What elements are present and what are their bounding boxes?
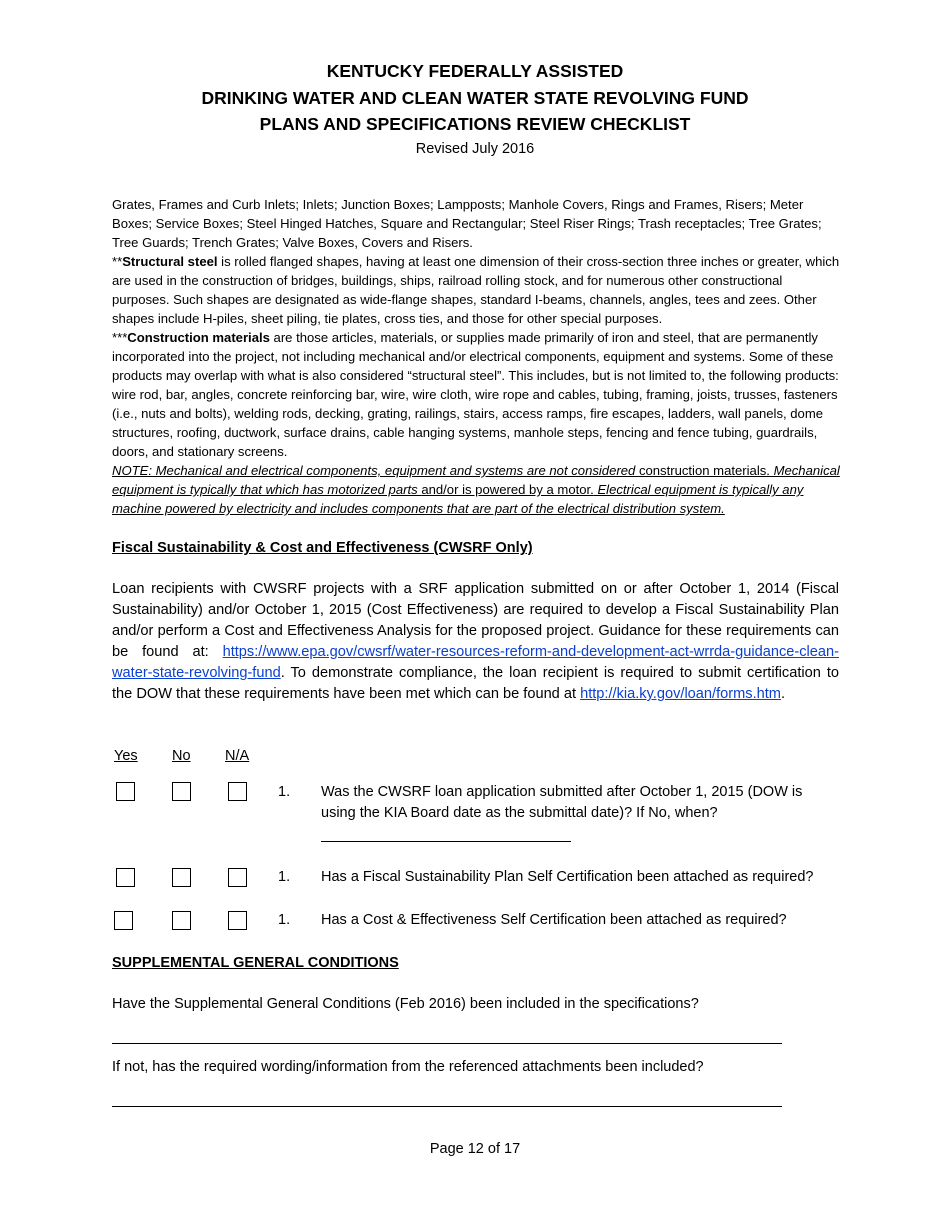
note-text: NOTE: Mechanical and electrical components, equipment and systems are not considered [112,463,639,478]
note-text: Mechanical equipment is typically that which has motorized parts [112,463,840,497]
question-number: 1. [278,869,291,885]
supplemental-question-2: If not, has the required wording/information from the referenced attachments been included? [112,1059,704,1075]
q2-yes-checkbox[interactable] [116,868,135,887]
page-number: Page 12 of 17 [429,1141,521,1157]
fiscal-section-heading: Fiscal Sustainability & Cost and Effectiveness (CWSRF Only) [112,540,533,556]
footnote-marker: ** [112,254,123,269]
footnote-marker: *** [112,330,128,345]
q3-na-checkbox[interactable] [228,911,247,930]
note-text: construction materials. [638,463,770,478]
column-header-na: N/A [225,748,250,764]
supplemental-answer-line-1[interactable] [112,1043,782,1044]
question-number: 1. [278,784,291,800]
paragraph-text: Loan recipients with CWSRF projects with a SRF application submitted on or after October 1, 2014 (Fiscal Sustainability) and/or October 1, 2015 (Cost Effectiveness) are required to develop a Fiscal Sustainability Plan and/or perform a Cost and Effectiveness Analysis for the proposed project. Guidance for these requirements can be found at: [112,581,839,660]
note-text: and/or is powered by a motor. [421,482,594,497]
paragraph-text: . [780,686,786,702]
header-title-line-3: PLANS AND SPECIFICATIONS REVIEW CHECKLIST [259,114,691,134]
revision-date: Revised July 2016 [415,140,535,157]
when-answer-line[interactable] [321,841,571,842]
q1-no-checkbox[interactable] [172,782,191,801]
header-title-line-2: DRINKING WATER AND CLEAN WATER STATE REVOLVING FUND [201,87,749,108]
q3-no-checkbox[interactable] [172,911,191,930]
kia-forms-link[interactable]: http://kia.ky.gov/loan/forms.htm [580,686,781,702]
epa-guidance-link[interactable]: https://www.epa.gov/cwsrf/water-resources-reform-and-development-act-wrrda-guidance-clean-water-state-revolving-fund [112,644,839,681]
note-text: Electrical equipment is typically any machine powered by electricity and includes components that are part of the electrical distribution system. [112,482,804,516]
header-title-line-1: KENTUCKY FEDERALLY ASSISTED [326,61,624,81]
q2-na-checkbox[interactable] [228,868,247,887]
supplemental-answer-line-2[interactable] [112,1106,782,1107]
products-list: Grates, Frames and Curb Inlets; Inlets; Junction Boxes; Lampposts; Manhole Covers, Rings and Frames, Risers; Meter Boxes; Service Boxes; Steel Hinged Hatches, Square and Rectangular; Steel Riser Rings; Trash receptacles; Tree Grates; Tree Guards; Trench Grates; Valve Boxes, Covers and Risers. [112,197,822,250]
structural-steel-term: Structural steel [122,254,218,269]
question-text: Was the CWSRF loan application submitted after October 1, 2015 (DOW is using the KIA Board date as the submittal date)? If No, when? [321,784,803,821]
question-number: 1. [278,912,291,928]
supplemental-question-1: Have the Supplemental General Conditions (Feb 2016) been included in the specifications? [112,996,699,1012]
question-text: Has a Fiscal Sustainability Plan Self Certification been attached as required? [321,869,814,885]
column-header-yes: Yes [114,748,138,764]
q1-na-checkbox[interactable] [228,782,247,801]
note-paragraph [112,461,840,518]
definitions-block [112,195,840,518]
construction-materials-term: Construction materials [127,330,270,345]
paragraph-text: . To demonstrate compliance, the loan recipient is required to submit certification to the DOW that these requirements have been met which can be found at [112,665,839,702]
column-header-no: No [172,748,191,764]
q1-yes-checkbox[interactable] [116,782,135,801]
construction-materials-text: are those articles, materials, or supplies made primarily of iron and steel, that are permanently incorporated into the project, not including mechanical and/or electrical components, equipment and systems. Some of these products may overlap with what is also considered “structural steel”. This includes, but is not limited to, the following products: wire rod, bar, angles, concrete reinforcing bar, wire, wire cloth, wire rope and cables, tubing, framing, joists, trusses, fasteners (i.e., nuts and bolts), welding rods, decking, grating, railings, stairs, access ramps, fire escapes, ladders, wall panels, dome structures, roofing, ductwork, surface drains, cable hanging systems, manhole steps, fencing and fence tubing, guardrails, doors, and stationary screens. [112,330,839,459]
construction-materials-definition [112,328,840,461]
structural-steel-definition [112,252,840,328]
structural-steel-text: is rolled flanged shapes, having at least one dimension of their cross-section three inches or greater, which are used in the construction of bridges, buildings, ships, railroad rolling stock, and for numerous other constructional purposes. Such shapes are designated as wide-flange shapes, standard I-beams, channels, angles, tees and zees. Other shapes include H-piles, sheet piling, tie plates, cross ties, and those for other special purposes. [112,254,840,326]
supplemental-section-heading: SUPPLEMENTAL GENERAL CONDITIONS [112,955,399,971]
q3-yes-checkbox[interactable] [114,911,133,930]
q2-no-checkbox[interactable] [172,868,191,887]
fiscal-paragraph [112,579,839,705]
document-header [0,58,950,159]
question-text: Has a Cost & Effectiveness Self Certification been attached as required? [321,912,787,928]
